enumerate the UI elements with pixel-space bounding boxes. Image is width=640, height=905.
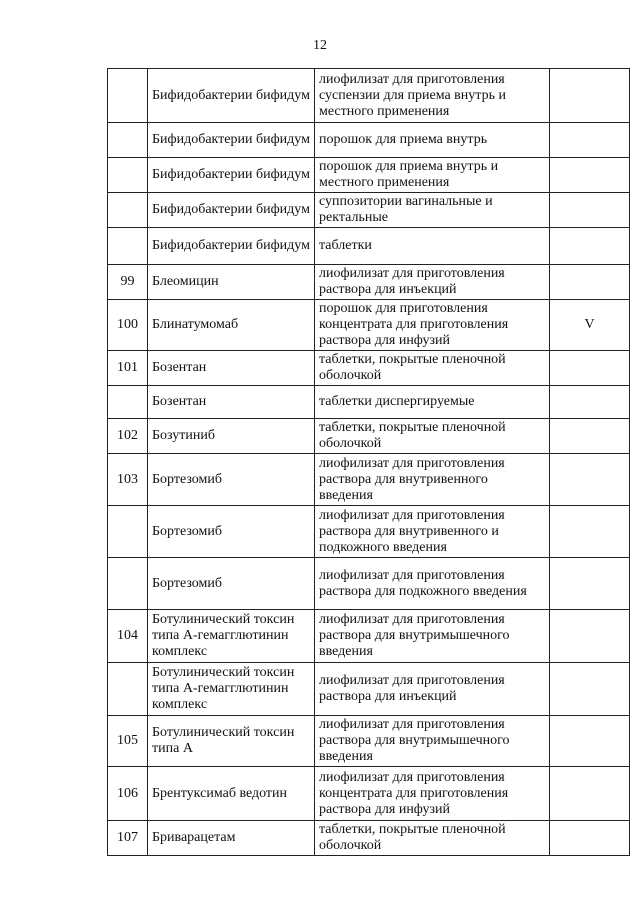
row-number: 107 — [108, 821, 148, 856]
table-row — [108, 716, 630, 767]
row-number — [108, 123, 148, 158]
row-number: 105 — [108, 716, 148, 767]
table-row — [108, 386, 630, 419]
table-row — [108, 558, 630, 610]
table-row — [108, 454, 630, 506]
drug-name: Ботулинический токсин типа А — [148, 716, 315, 767]
row-number — [108, 386, 148, 419]
drug-name: Бифидобактерии бифидум — [148, 69, 315, 123]
table-row — [108, 300, 630, 351]
page-number: 12 — [313, 38, 327, 53]
row-number: 99 — [108, 265, 148, 300]
row-flag — [550, 228, 630, 265]
table-row — [108, 610, 630, 663]
table-row — [108, 767, 630, 821]
row-flag — [550, 158, 630, 193]
dosage-form: лиофилизат для приготовления раствора для внутривенного и подкожного введения — [315, 506, 550, 558]
dosage-form: порошок для приготовления концентрата для приготовления раствора для инфузий — [315, 300, 550, 351]
dosage-form: лиофилизат для приготовления раствора для внутримышечного введения — [315, 716, 550, 767]
row-number — [108, 193, 148, 228]
drug-name: Бортезомиб — [148, 558, 315, 610]
row-number — [108, 69, 148, 123]
dosage-form: порошок для приема внутрь и местного применения — [315, 158, 550, 193]
row-flag — [550, 419, 630, 454]
row-number — [108, 228, 148, 265]
row-flag — [550, 351, 630, 386]
drug-name: Бриварацетам — [148, 821, 315, 856]
drug-name: Ботулинический токсин типа А-гемагглютинин комплекс — [148, 610, 315, 663]
row-flag: V — [550, 300, 630, 351]
drug-name: Блеомицин — [148, 265, 315, 300]
drug-name: Бортезомиб — [148, 506, 315, 558]
row-number: 101 — [108, 351, 148, 386]
table-row — [108, 228, 630, 265]
drug-name: Бозутиниб — [148, 419, 315, 454]
dosage-form: лиофилизат для приготовления раствора для подкожного введения — [315, 558, 550, 610]
dosage-form: таблетки — [315, 228, 550, 265]
dosage-form: суппозитории вагинальные и ректальные — [315, 193, 550, 228]
row-number: 102 — [108, 419, 148, 454]
table-row — [108, 663, 630, 716]
dosage-form: лиофилизат для приготовления раствора для инъекций — [315, 663, 550, 716]
drug-name: Бортезомиб — [148, 454, 315, 506]
row-number: 104 — [108, 610, 148, 663]
row-number: 100 — [108, 300, 148, 351]
dosage-form: таблетки, покрытые пленочной оболочкой — [315, 821, 550, 856]
table-row — [108, 351, 630, 386]
row-number: 103 — [108, 454, 148, 506]
dosage-form: таблетки диспергируемые — [315, 386, 550, 419]
row-flag — [550, 716, 630, 767]
table-row — [108, 821, 630, 856]
drug-name: Бозентан — [148, 351, 315, 386]
row-flag — [550, 767, 630, 821]
row-flag — [550, 506, 630, 558]
drug-name: Бифидобактерии бифидум — [148, 193, 315, 228]
dosage-form: лиофилизат для приготовления раствора для инъекций — [315, 265, 550, 300]
drug-name: Бифидобактерии бифидум — [148, 228, 315, 265]
row-flag — [550, 193, 630, 228]
table-row — [108, 419, 630, 454]
table-body — [108, 69, 630, 856]
row-flag — [550, 821, 630, 856]
row-number — [108, 158, 148, 193]
dosage-form: лиофилизат для приготовления суспензии для приема внутрь и местного применения — [315, 69, 550, 123]
table-row — [108, 158, 630, 193]
dosage-form: таблетки, покрытые пленочной оболочкой — [315, 419, 550, 454]
drug-name: Ботулинический токсин типа А-гемагглютинин комплекс — [148, 663, 315, 716]
drug-name: Брентуксимаб ведотин — [148, 767, 315, 821]
dosage-form: таблетки, покрытые пленочной оболочкой — [315, 351, 550, 386]
row-number: 106 — [108, 767, 148, 821]
table-row — [108, 265, 630, 300]
table-row — [108, 506, 630, 558]
row-flag — [550, 558, 630, 610]
row-flag — [550, 265, 630, 300]
row-flag — [550, 123, 630, 158]
row-flag — [550, 69, 630, 123]
dosage-form: лиофилизат для приготовления раствора для внутримышечного введения — [315, 610, 550, 663]
drug-name: Бифидобактерии бифидум — [148, 123, 315, 158]
row-number — [108, 558, 148, 610]
drug-table — [107, 68, 630, 856]
row-flag — [550, 386, 630, 419]
row-flag — [550, 454, 630, 506]
table-row — [108, 123, 630, 158]
row-flag — [550, 610, 630, 663]
dosage-form: лиофилизат для приготовления концентрата для приготовления раствора для инфузий — [315, 767, 550, 821]
row-number — [108, 663, 148, 716]
drug-name: Бозентан — [148, 386, 315, 419]
dosage-form: лиофилизат для приготовления раствора для внутривенного введения — [315, 454, 550, 506]
drug-name: Блинатумомаб — [148, 300, 315, 351]
table-row — [108, 69, 630, 123]
row-flag — [550, 663, 630, 716]
dosage-form: порошок для приема внутрь — [315, 123, 550, 158]
row-number — [108, 506, 148, 558]
table-row — [108, 193, 630, 228]
drug-name: Бифидобактерии бифидум — [148, 158, 315, 193]
